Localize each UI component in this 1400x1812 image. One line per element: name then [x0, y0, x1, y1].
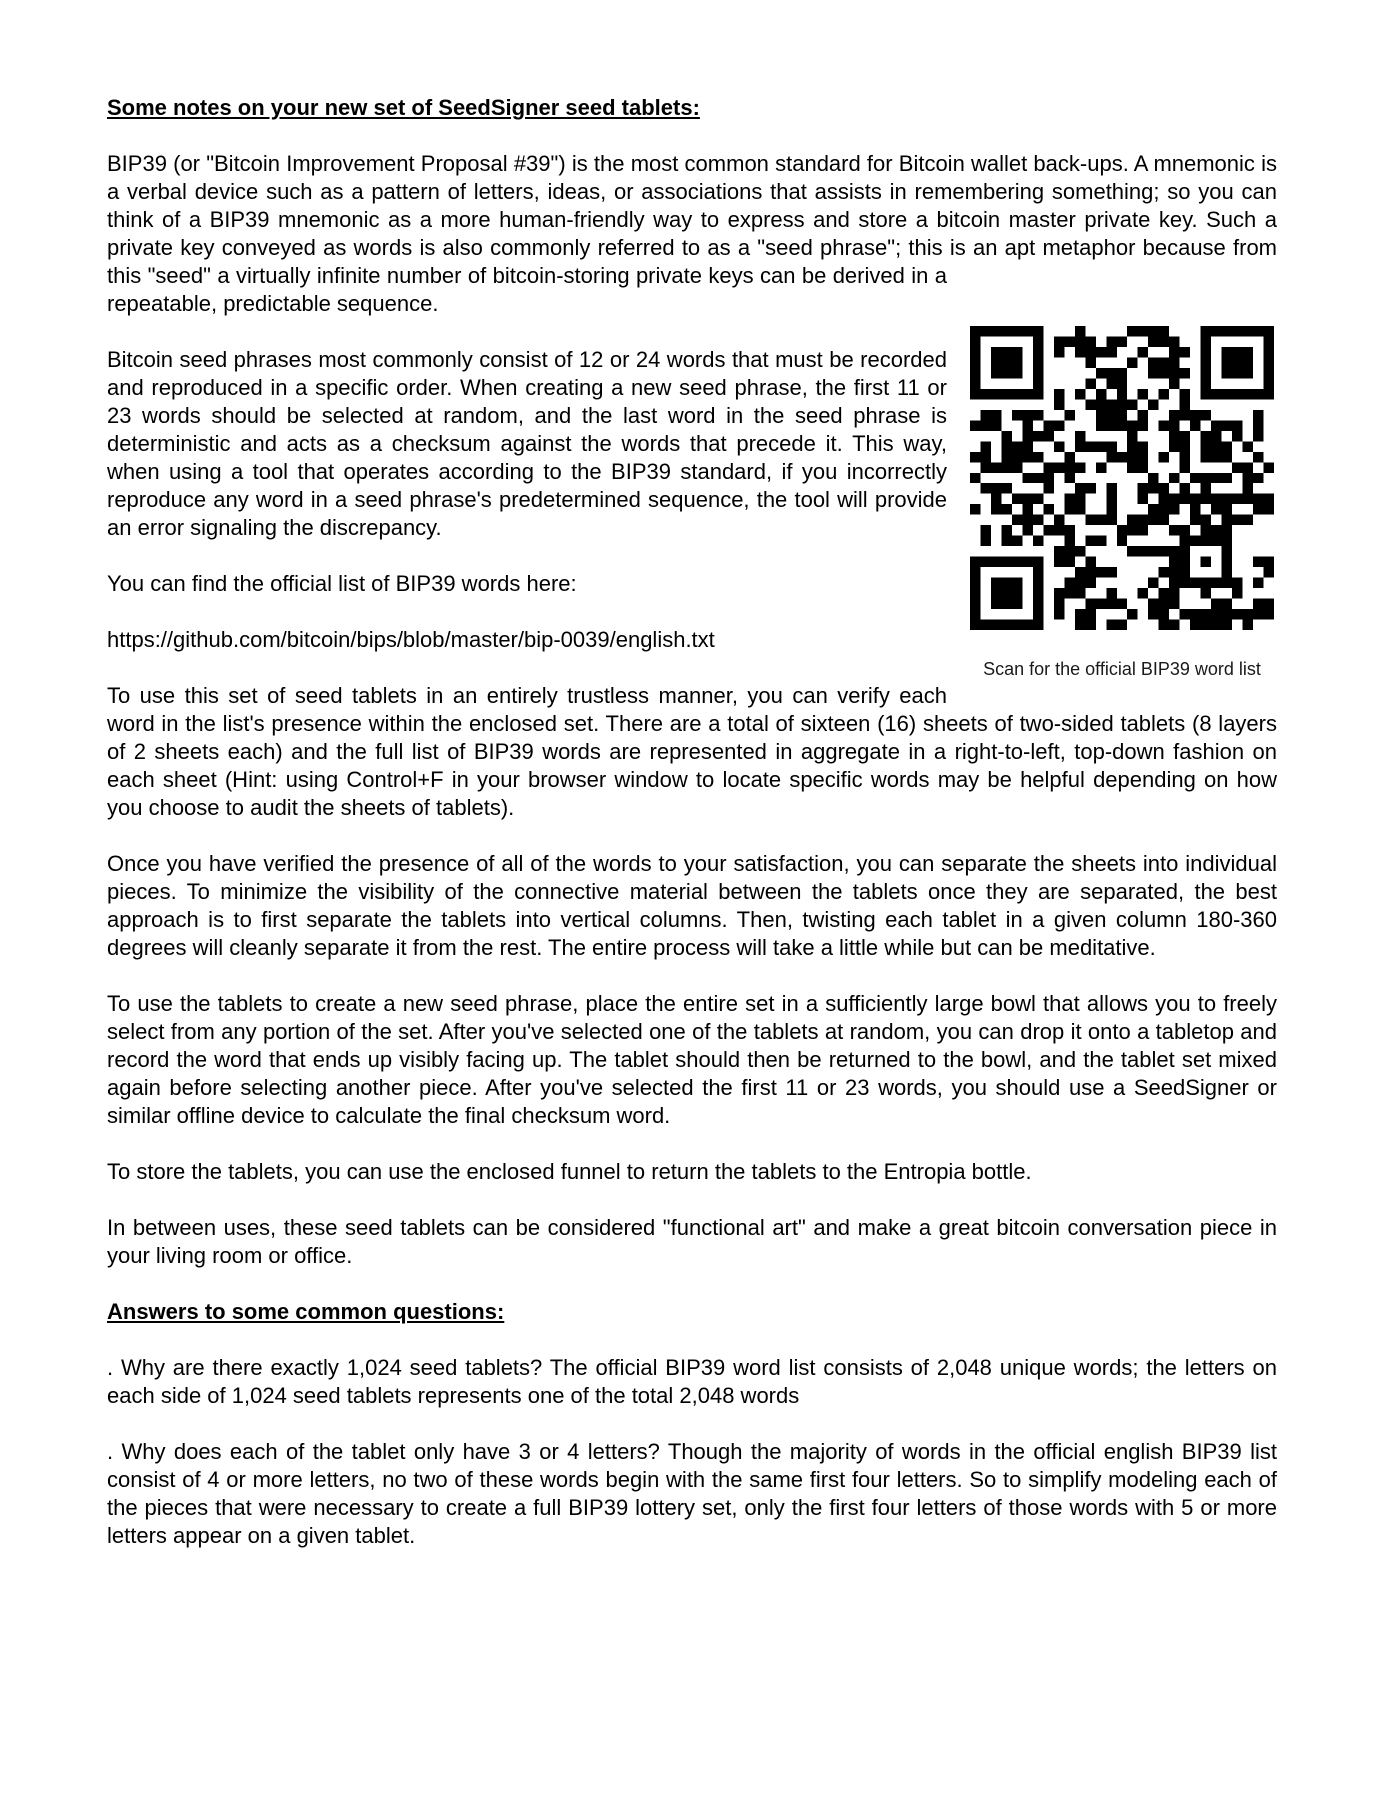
- paragraph-seed-phrases: Bitcoin seed phrases most commonly consist of 12 or 24 words that must be recorded and reproduced in a specific order. When creating a new seed phrase, the first 11 or 23 words should be selected at random, and the last word in the seed phrase is deterministic and acts as a checksum against the words that precede it. This way, when using a tool that operates according to the BIP39 standard, if you incorrectly reproduce any word in a seed phrase's predetermined sequence, the tool will provide an error signaling the discrepancy.: [107, 347, 947, 540]
- qr-caption: Scan for the official BIP39 word list: [983, 659, 1261, 679]
- paragraph-separate-sheets: Once you have verified the presence of all of the words to your satisfaction, you can separate the sheets into individual pieces. To minimize the visibility of the connective material between the tablets once they are separated, the best approach is to first separate the tablets into vertical columns. Then, twisting each tablet in a given column 180-360 degrees will cleanly separate it from the rest. The entire process will take a little while but can be meditative.: [107, 851, 1277, 960]
- paragraph-between-uses: In between uses, these seed tablets can be considered "functional art" and make a great bitcoin conversation piece in your living room or office.: [107, 1215, 1277, 1268]
- qa-tablet-count: . Why are there exactly 1,024 seed tablets? The official BIP39 word list consists of 2,048 unique words; the letters on each side of 1,024 seed tablets represents one of the total 2,048 words: [107, 1355, 1277, 1408]
- paragraph-store-tablets: To store the tablets, you can use the enclosed funnel to return the tablets to the Entropia bottle.: [107, 1159, 1032, 1184]
- qr-figure: [967, 326, 1277, 680]
- section-heading-answers: Answers to some common questions:: [107, 1299, 505, 1324]
- bip39-word-list-url[interactable]: https://github.com/bitcoin/bips/blob/master/bip-0039/english.txt: [107, 627, 715, 652]
- paragraph-create-seed-phrase: To use the tablets to create a new seed phrase, place the entire set in a sufficiently large bowl that allows you to freely select from any portion of the set. After you've selected one of the tablets at random, you can drop it onto a tabletop and record the word that ends up visibly facing up. The tablet should then be returned to the bowl, and the tablet set mixed again before selecting another piece. After you've selected the first 11 or 23 words, you should use a SeedSigner or similar offline device to calculate the final checksum word.: [107, 991, 1277, 1128]
- paragraph-bip39-intro-part1: BIP39 (or "Bitcoin Improvement Proposal #39") is the most common standard for Bitcoin wallet back-ups. A mnemonic is a verbal device such as a pattern of letters, ideas, or associations that assists in remembering something; so you can think of a BIP39 mnemonic as a more human-friendly way to express and store a bitcoin master private key. Such a private key conveyed as words is also commonly referred to as a "seed phrase"; this is an apt metaphor because from this "seed" a virtually: [107, 151, 1277, 288]
- section-heading-notes: Some notes on your new set of SeedSigner seed tablets:: [107, 95, 700, 120]
- qr-code-image: [970, 326, 1274, 630]
- paragraph-trustless-verify: To use this set of seed tablets in an entirely trustless manner, you can verify each word in the list's presence within the enclosed set. There are a total of sixteen (16) sheets of two-sided tablets (8 layers of 2 sheets each) and the full list of BIP39 words are represented in aggregate in a right-to-left, top-down fashion on each sheet (Hint: using Control+F in your browser window to locate specific words may be helpful depending on how you choose to audit the sheets of tablets).: [107, 683, 1277, 820]
- qa-letter-count: . Why does each of the tablet only have 3 or 4 letters? Though the majority of words in the official english BIP39 list consist of 4 or more letters, no two of these words begin with the same first four letters. So to simplify modeling each of the pieces that were necessary to create a full BIP39 lottery set, only the first four letters of those words with 5 or more letters appear on a given tablet.: [107, 1439, 1277, 1548]
- paragraph-bip39-intro-part2: infinite number of bitcoin-storing private keys can be derived in a repeatable, predictable sequence.: [107, 263, 947, 316]
- paragraph-find-list: You can find the official list of BIP39 words here:: [107, 571, 577, 596]
